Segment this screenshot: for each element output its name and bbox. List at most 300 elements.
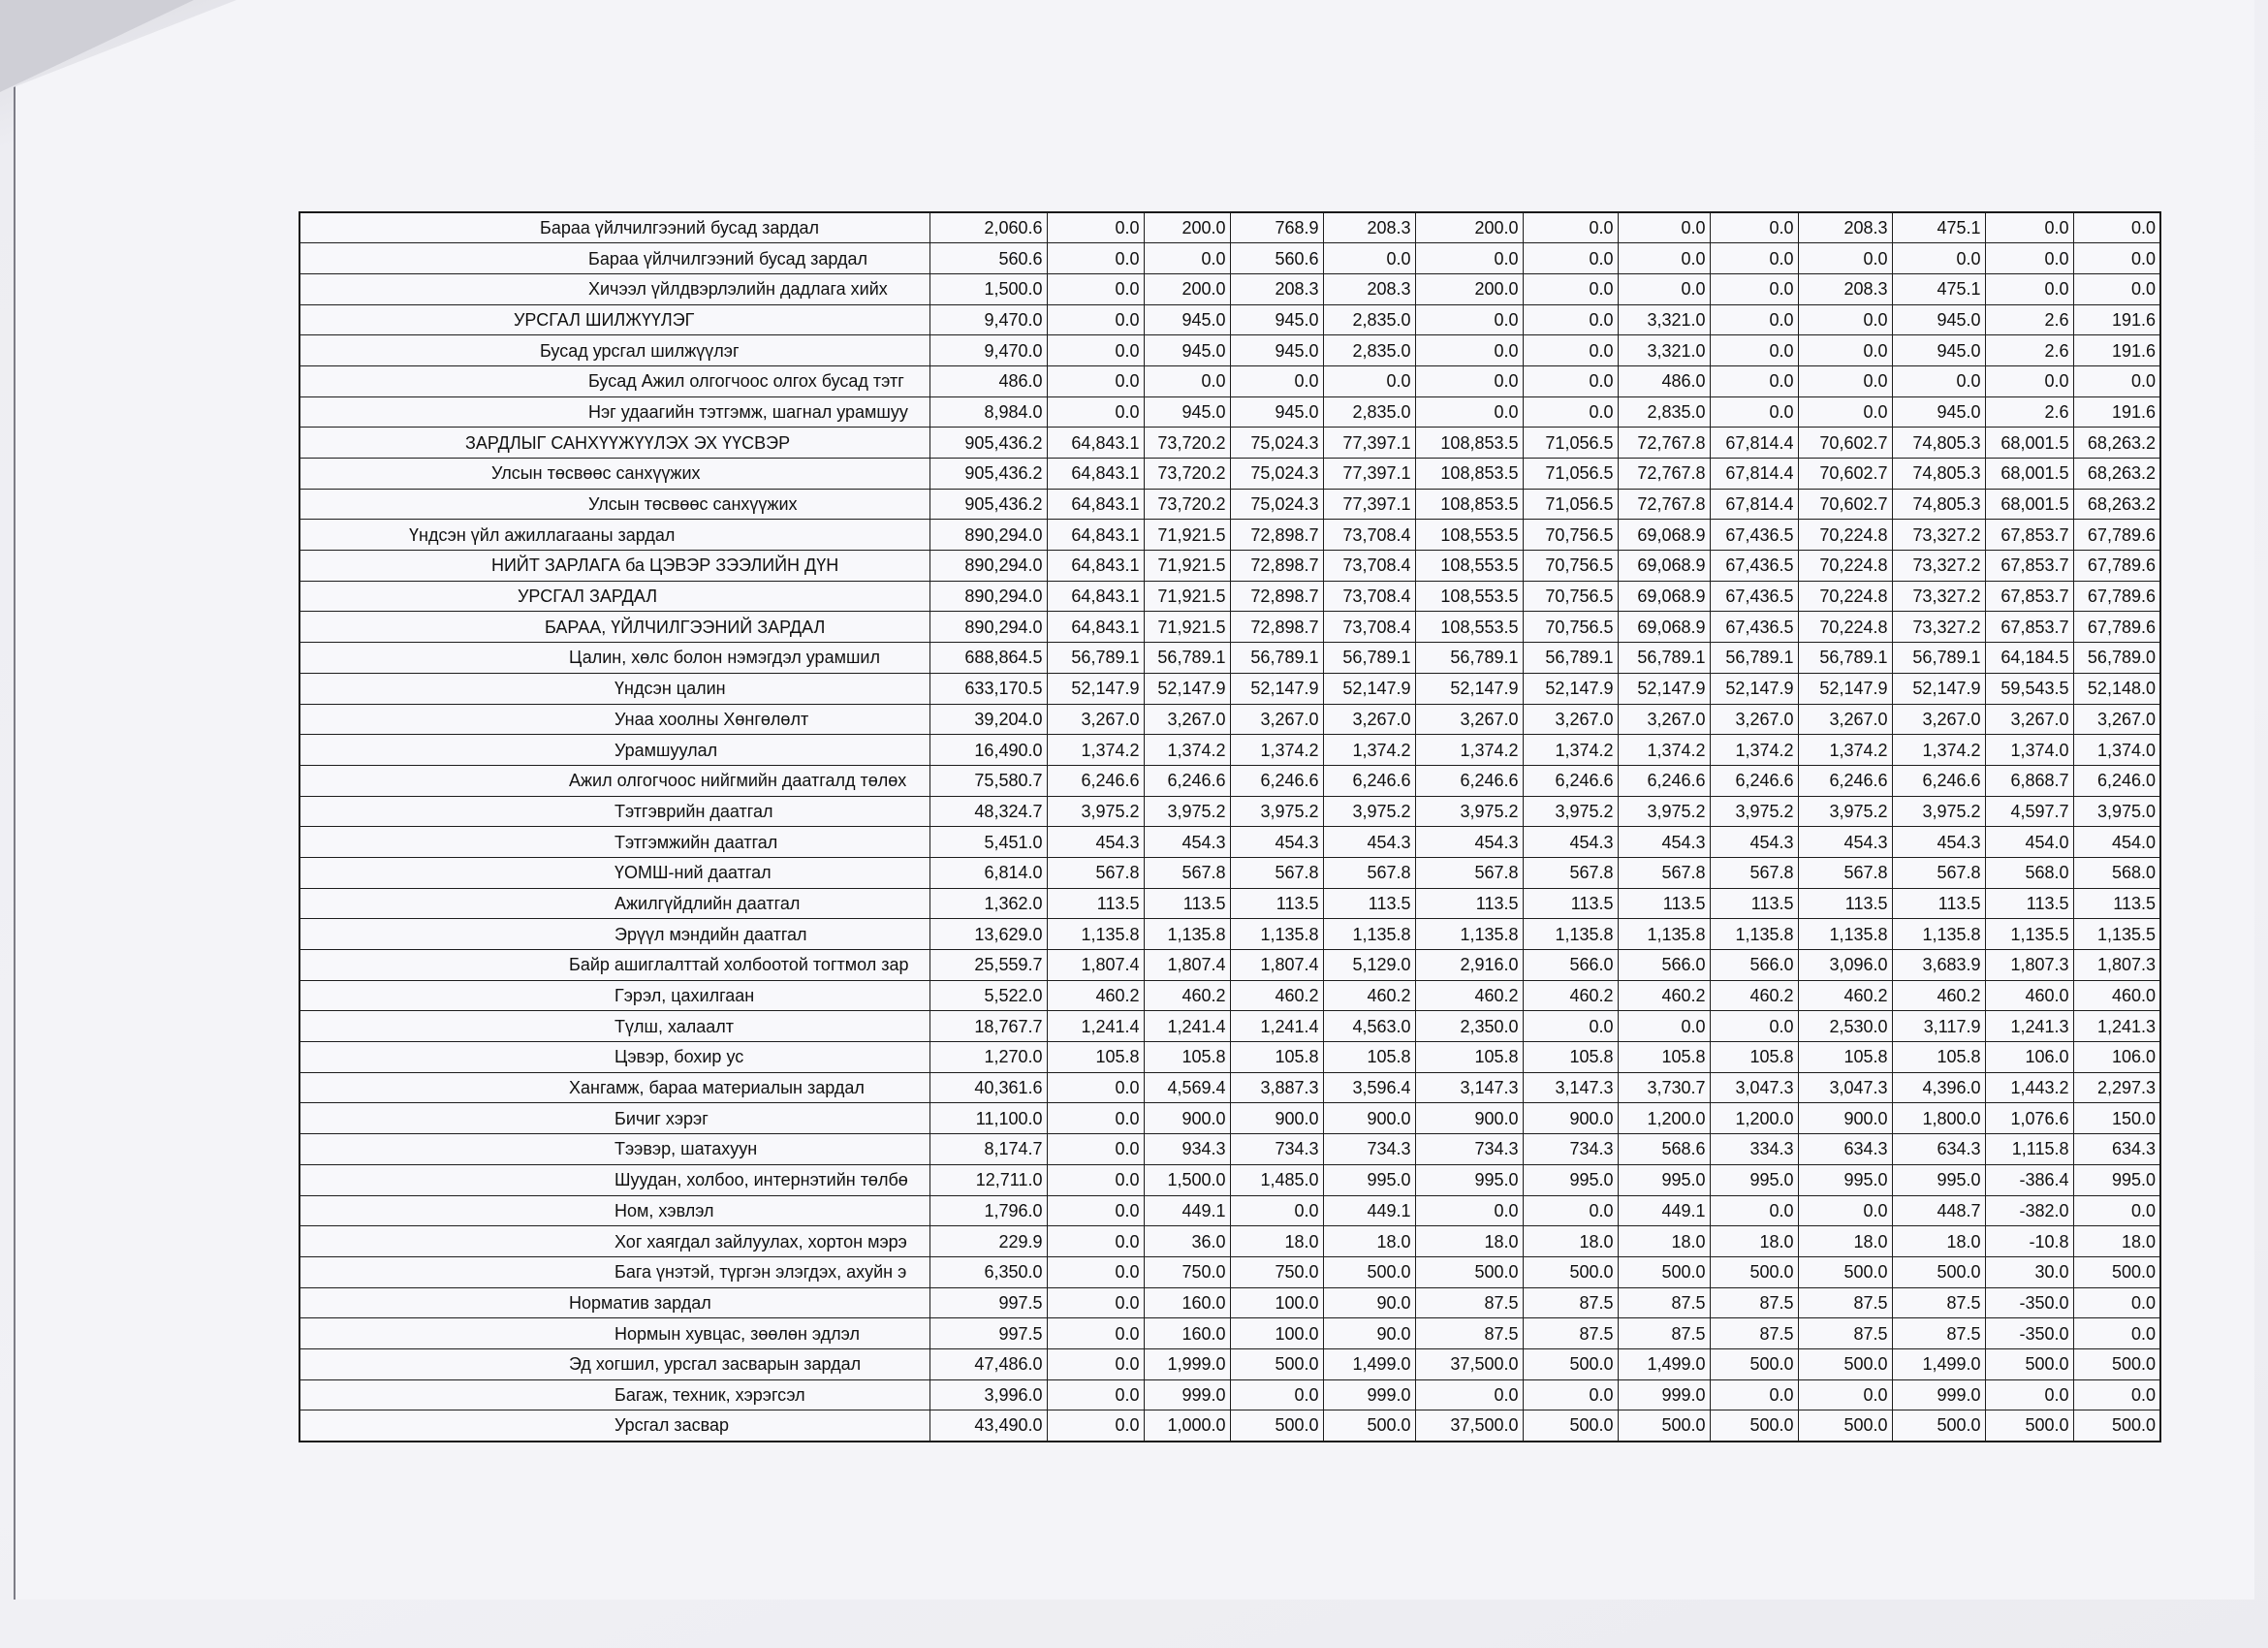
row-label: Эрүүл мэндийн даатгал — [299, 919, 929, 950]
table-cell: 69,068.9 — [1618, 520, 1710, 551]
row-label: Бусад Ажил олгогчоос олгох бусад тэтг — [299, 365, 929, 396]
table-cell: 36.0 — [1144, 1226, 1230, 1257]
table-cell: 56,789.1 — [1618, 643, 1710, 674]
table-cell: 0.0 — [1523, 1195, 1618, 1226]
table-row — [299, 335, 2160, 366]
table-cell: 73,327.2 — [1892, 581, 1985, 612]
row-label: Урамшуулал — [299, 735, 929, 766]
table-cell: 0.0 — [1710, 273, 1798, 304]
row-label: Бараа үйлчилгээний бусад зардал — [299, 243, 929, 274]
table-cell: 64,843.1 — [1047, 459, 1144, 490]
table-row — [299, 857, 2160, 888]
table-cell: 734.3 — [1523, 1134, 1618, 1165]
table-cell: 18.0 — [1523, 1226, 1618, 1257]
table-cell: 688,864.5 — [929, 643, 1047, 674]
table-cell: 0.0 — [1415, 396, 1523, 428]
table-cell: 460.2 — [1710, 980, 1798, 1011]
table-cell: 500.0 — [1892, 1256, 1985, 1287]
table-cell: 560.6 — [1230, 243, 1323, 274]
table-cell: 500.0 — [1323, 1410, 1415, 1442]
table-cell: 87.5 — [1415, 1318, 1523, 1349]
table-cell: 40,361.6 — [929, 1072, 1047, 1103]
table-cell: -382.0 — [1985, 1195, 2073, 1226]
table-cell: 460.0 — [1985, 980, 2073, 1011]
table-cell: 634.3 — [1798, 1134, 1892, 1165]
table-cell: 52,147.9 — [1144, 673, 1230, 704]
table-cell: 500.0 — [1230, 1410, 1323, 1442]
table-cell: 454.3 — [1523, 827, 1618, 858]
table-cell: 1,800.0 — [1892, 1103, 1985, 1134]
table-row — [299, 459, 2160, 490]
table-cell: 39,204.0 — [929, 704, 1047, 735]
table-cell: 0.0 — [1047, 1348, 1144, 1379]
table-cell: 18.0 — [2073, 1226, 2160, 1257]
table-cell: 568.0 — [2073, 857, 2160, 888]
table-cell: 1,807.3 — [2073, 950, 2160, 981]
table-cell: 900.0 — [1523, 1103, 1618, 1134]
table-cell: 67,789.6 — [2073, 520, 2160, 551]
table-row — [299, 1195, 2160, 1226]
table-cell: 500.0 — [1798, 1410, 1892, 1442]
table-cell: 900.0 — [1323, 1103, 1415, 1134]
table-cell: 0.0 — [1415, 243, 1523, 274]
table-cell: 0.0 — [1985, 365, 2073, 396]
table-cell: 905,436.2 — [929, 459, 1047, 490]
table-cell: 200.0 — [1144, 273, 1230, 304]
table-cell: 208.3 — [1323, 212, 1415, 243]
table-cell: 160.0 — [1144, 1287, 1230, 1318]
table-cell: 500.0 — [1710, 1348, 1798, 1379]
table-cell: 460.2 — [1523, 980, 1618, 1011]
table-cell: 77,397.1 — [1323, 428, 1415, 459]
row-label: Багаж, техник, хэрэгсэл — [299, 1379, 929, 1410]
table-cell: 890,294.0 — [929, 520, 1047, 551]
table-cell: 3,321.0 — [1618, 335, 1710, 366]
row-label: УРСГАЛ ЗАРДАЛ — [299, 581, 929, 612]
table-cell: 1,135.8 — [1230, 919, 1323, 950]
table-row — [299, 888, 2160, 919]
table-cell: 0.0 — [1710, 304, 1798, 335]
table-cell: 52,147.9 — [1618, 673, 1710, 704]
table-cell: 900.0 — [1415, 1103, 1523, 1134]
table-cell: 905,436.2 — [929, 489, 1047, 520]
table-cell: 68,001.5 — [1985, 459, 2073, 490]
table-cell: 200.0 — [1415, 273, 1523, 304]
table-cell: 460.2 — [1144, 980, 1230, 1011]
table-cell: 460.2 — [1892, 980, 1985, 1011]
table-cell: 1,135.8 — [1415, 919, 1523, 950]
table-cell: 567.8 — [1230, 857, 1323, 888]
table-cell: 3,096.0 — [1798, 950, 1892, 981]
row-label: Бусад урсгал шилжүүлэг — [299, 335, 929, 366]
table-cell: 0.0 — [1710, 365, 1798, 396]
table-cell: 105.8 — [1710, 1042, 1798, 1073]
table-cell: 0.0 — [1798, 335, 1892, 366]
table-row — [299, 212, 2160, 243]
table-cell: 3,267.0 — [1985, 704, 2073, 735]
table-cell: 567.8 — [1798, 857, 1892, 888]
table-cell: 72,898.7 — [1230, 612, 1323, 643]
table-cell: 1,135.8 — [1798, 919, 1892, 950]
table-cell: 71,921.5 — [1144, 581, 1230, 612]
table-cell: 56,789.1 — [1144, 643, 1230, 674]
table-cell: 454.3 — [1415, 827, 1523, 858]
table-cell: 500.0 — [1415, 1256, 1523, 1287]
table-cell: 900.0 — [1798, 1103, 1892, 1134]
table-cell: 475.1 — [1892, 212, 1985, 243]
table-cell: 900.0 — [1230, 1103, 1323, 1134]
table-cell: 208.3 — [1798, 212, 1892, 243]
table-cell: -10.8 — [1985, 1226, 2073, 1257]
table-cell: 0.0 — [1798, 396, 1892, 428]
table-cell: 995.0 — [1323, 1164, 1415, 1195]
table-cell: 0.0 — [1710, 212, 1798, 243]
table-cell: 0.0 — [1985, 243, 2073, 274]
table-cell: 64,843.1 — [1047, 520, 1144, 551]
table-cell: 113.5 — [2073, 888, 2160, 919]
table-cell: 8,174.7 — [929, 1134, 1047, 1165]
table-cell: 0.0 — [2073, 243, 2160, 274]
table-cell: 566.0 — [1618, 950, 1710, 981]
table-cell: 0.0 — [1415, 1195, 1523, 1226]
table-cell: 75,580.7 — [929, 765, 1047, 796]
budget-table-body — [299, 212, 2160, 1442]
table-cell: 454.0 — [1985, 827, 2073, 858]
row-label: Нормын хувцас, зөөлөн эдлэл — [299, 1318, 929, 1349]
table-cell: 113.5 — [1230, 888, 1323, 919]
table-cell: 0.0 — [1892, 243, 1985, 274]
table-cell: 87.5 — [1415, 1287, 1523, 1318]
table-cell: 5,129.0 — [1323, 950, 1415, 981]
table-cell: 52,147.9 — [1323, 673, 1415, 704]
table-cell: 0.0 — [1523, 1379, 1618, 1410]
table-cell: 6,246.0 — [2073, 765, 2160, 796]
table-row — [299, 489, 2160, 520]
table-cell: 43,490.0 — [929, 1410, 1047, 1442]
table-cell: 0.0 — [1710, 243, 1798, 274]
table-cell: 454.0 — [2073, 827, 2160, 858]
table-cell: 3,975.2 — [1710, 796, 1798, 827]
table-cell: 105.8 — [1415, 1042, 1523, 1073]
table-cell: 934.3 — [1144, 1134, 1230, 1165]
table-cell: 1,374.2 — [1323, 735, 1415, 766]
table-cell: 0.0 — [1523, 273, 1618, 304]
table-cell: 73,720.2 — [1144, 428, 1230, 459]
table-cell: 18.0 — [1415, 1226, 1523, 1257]
table-cell: 0.0 — [1047, 1410, 1144, 1442]
table-row — [299, 1042, 2160, 1073]
table-cell: 0.0 — [1047, 365, 1144, 396]
table-cell: 500.0 — [1523, 1256, 1618, 1287]
table-cell: 73,327.2 — [1892, 612, 1985, 643]
table-row — [299, 1348, 2160, 1379]
table-cell: 997.5 — [929, 1318, 1047, 1349]
row-label: Эд хогшил, урсгал засварын зардал — [299, 1348, 929, 1379]
table-cell: 633,170.5 — [929, 673, 1047, 704]
table-cell: 2,835.0 — [1323, 335, 1415, 366]
table-cell: 449.1 — [1144, 1195, 1230, 1226]
table-cell: 100.0 — [1230, 1287, 1323, 1318]
table-cell: 3,975.2 — [1798, 796, 1892, 827]
row-label: Үндсэн цалин — [299, 673, 929, 704]
table-cell: 70,756.5 — [1523, 551, 1618, 582]
table-cell: 0.0 — [1618, 243, 1710, 274]
table-cell: 67,436.5 — [1710, 520, 1798, 551]
table-cell: 68,263.2 — [2073, 489, 2160, 520]
table-cell: 18.0 — [1230, 1226, 1323, 1257]
table-cell: 11,100.0 — [929, 1103, 1047, 1134]
table-cell: 13,629.0 — [929, 919, 1047, 950]
table-cell: 87.5 — [1892, 1287, 1985, 1318]
table-cell: 449.1 — [1323, 1195, 1415, 1226]
table-cell: 3,975.0 — [2073, 796, 2160, 827]
table-cell: 108,553.5 — [1415, 520, 1523, 551]
table-cell: 0.0 — [1047, 304, 1144, 335]
table-cell: 73,327.2 — [1892, 551, 1985, 582]
table-row — [299, 304, 2160, 335]
table-cell: 200.0 — [1415, 212, 1523, 243]
table-cell: 1,485.0 — [1230, 1164, 1323, 1195]
table-cell: 1,500.0 — [929, 273, 1047, 304]
table-cell: 0.0 — [1230, 365, 1323, 396]
table-cell: 105.8 — [1798, 1042, 1892, 1073]
table-row — [299, 1072, 2160, 1103]
table-cell: 90.0 — [1323, 1287, 1415, 1318]
table-cell: 77,397.1 — [1323, 459, 1415, 490]
table-cell: 566.0 — [1710, 950, 1798, 981]
table-cell: 0.0 — [1047, 1226, 1144, 1257]
table-cell: 67,814.4 — [1710, 459, 1798, 490]
table-cell: 486.0 — [1618, 365, 1710, 396]
row-label: Урсгал засвар — [299, 1410, 929, 1442]
table-cell: 567.8 — [1323, 857, 1415, 888]
table-cell: 71,056.5 — [1523, 489, 1618, 520]
table-cell: 6,246.6 — [1323, 765, 1415, 796]
table-cell: 945.0 — [1230, 304, 1323, 335]
table-row — [299, 827, 2160, 858]
row-label: Нэг удаагийн тэтгэмж, шагнал урамшуу — [299, 396, 929, 428]
table-row — [299, 365, 2160, 396]
table-cell: 500.0 — [2073, 1410, 2160, 1442]
table-cell: 454.3 — [1230, 827, 1323, 858]
table-cell: 87.5 — [1523, 1318, 1618, 1349]
table-cell: 634.3 — [2073, 1134, 2160, 1165]
row-label: Бага үнэтэй, түргэн элэгдэх, ахуйн э — [299, 1256, 929, 1287]
table-cell: 100.0 — [1230, 1318, 1323, 1349]
table-cell: 1,135.5 — [2073, 919, 2160, 950]
row-label: Тэтгэмжийн даатгал — [299, 827, 929, 858]
row-label: Унаа хоолны Хөнгөлөлт — [299, 704, 929, 735]
table-cell: 52,147.9 — [1798, 673, 1892, 704]
table-cell: 67,789.6 — [2073, 551, 2160, 582]
table-cell: 70,756.5 — [1523, 581, 1618, 612]
table-cell: 6,246.6 — [1798, 765, 1892, 796]
table-cell: 890,294.0 — [929, 581, 1047, 612]
row-label: Түлш, халаалт — [299, 1011, 929, 1042]
table-cell: 0.0 — [1618, 212, 1710, 243]
table-cell: 70,224.8 — [1798, 520, 1892, 551]
table-row — [299, 273, 2160, 304]
table-cell: 71,921.5 — [1144, 612, 1230, 643]
table-cell: 6,814.0 — [929, 857, 1047, 888]
table-cell: 1,374.2 — [1523, 735, 1618, 766]
table-cell: 70,224.8 — [1798, 581, 1892, 612]
table-cell: 6,246.6 — [1415, 765, 1523, 796]
table-cell: 0.0 — [1415, 335, 1523, 366]
table-cell: 995.0 — [1523, 1164, 1618, 1195]
table-cell: 70,602.7 — [1798, 428, 1892, 459]
table-cell: 454.3 — [1892, 827, 1985, 858]
table-row — [299, 520, 2160, 551]
row-label: Улсын төсвөөс санхүүжих — [299, 459, 929, 490]
table-cell: 6,350.0 — [929, 1256, 1047, 1287]
table-cell: 6,246.6 — [1144, 765, 1230, 796]
table-cell: 56,789.1 — [1415, 643, 1523, 674]
table-cell: 105.8 — [1144, 1042, 1230, 1073]
table-cell: 2,835.0 — [1618, 396, 1710, 428]
table-cell: 500.0 — [1230, 1348, 1323, 1379]
table-cell: 71,056.5 — [1523, 459, 1618, 490]
table-cell: 1,135.8 — [1323, 919, 1415, 950]
table-cell: 113.5 — [1144, 888, 1230, 919]
table-cell: 3,683.9 — [1892, 950, 1985, 981]
table-row — [299, 243, 2160, 274]
table-cell: 67,814.4 — [1710, 489, 1798, 520]
table-cell: 3,267.0 — [1798, 704, 1892, 735]
table-cell: 0.0 — [1710, 1195, 1798, 1226]
table-cell: 0.0 — [1710, 1379, 1798, 1410]
table-cell: 70,602.7 — [1798, 459, 1892, 490]
table-cell: 68,263.2 — [2073, 459, 2160, 490]
table-cell: 208.3 — [1230, 273, 1323, 304]
table-cell: 460.2 — [1323, 980, 1415, 1011]
table-row — [299, 735, 2160, 766]
row-label: Цалин, хөлс болон нэмэгдэл урамшил — [299, 643, 929, 674]
table-cell: 454.3 — [1047, 827, 1144, 858]
table-cell: 734.3 — [1415, 1134, 1523, 1165]
table-cell: 2,297.3 — [2073, 1072, 2160, 1103]
table-cell: 0.0 — [1985, 1379, 2073, 1410]
table-cell: 160.0 — [1144, 1318, 1230, 1349]
row-label: Байр ашиглалттай холбоотой тогтмол зар — [299, 950, 929, 981]
table-cell: 0.0 — [1047, 1287, 1144, 1318]
table-cell: 500.0 — [1798, 1256, 1892, 1287]
table-cell: 2,350.0 — [1415, 1011, 1523, 1042]
table-cell: 500.0 — [1618, 1410, 1710, 1442]
table-cell: 1,374.2 — [1144, 735, 1230, 766]
table-cell: 1,270.0 — [929, 1042, 1047, 1073]
table-cell: 3,730.7 — [1618, 1072, 1710, 1103]
table-cell: 68,001.5 — [1985, 489, 2073, 520]
table-cell: 3,267.0 — [1323, 704, 1415, 735]
row-label: Үндсэн үйл ажиллагааны зардал — [299, 520, 929, 551]
table-cell: 90.0 — [1323, 1318, 1415, 1349]
table-cell: 3,975.2 — [1144, 796, 1230, 827]
table-cell: 1,999.0 — [1144, 1348, 1230, 1379]
table-row — [299, 673, 2160, 704]
table-cell: 68,263.2 — [2073, 428, 2160, 459]
table-cell: 995.0 — [1710, 1164, 1798, 1195]
table-cell: 995.0 — [1618, 1164, 1710, 1195]
table-cell: 67,853.7 — [1985, 551, 2073, 582]
table-cell: 0.0 — [2073, 1318, 2160, 1349]
table-cell: 105.8 — [1618, 1042, 1710, 1073]
table-cell: 0.0 — [1710, 335, 1798, 366]
table-cell: 16,490.0 — [929, 735, 1047, 766]
table-cell: 1,443.2 — [1985, 1072, 2073, 1103]
table-cell: 1,241.4 — [1144, 1011, 1230, 1042]
table-cell: 3,267.0 — [1710, 704, 1798, 735]
table-cell: 0.0 — [1047, 1256, 1144, 1287]
table-row — [299, 1410, 2160, 1442]
table-cell: 454.3 — [1618, 827, 1710, 858]
table-cell: 0.0 — [1798, 1379, 1892, 1410]
table-cell: 460.2 — [1230, 980, 1323, 1011]
table-cell: 945.0 — [1230, 335, 1323, 366]
table-cell: 59,543.5 — [1985, 673, 2073, 704]
table-cell: 460.2 — [1415, 980, 1523, 1011]
table-cell: 460.0 — [2073, 980, 2160, 1011]
row-label: Хичээл үйлдвэрлэлийн дадлага хийх — [299, 273, 929, 304]
table-cell: 6,246.6 — [1710, 765, 1798, 796]
table-cell: 73,720.2 — [1144, 489, 1230, 520]
table-cell: 70,756.5 — [1523, 612, 1618, 643]
table-cell: 18.0 — [1618, 1226, 1710, 1257]
table-cell: 500.0 — [1985, 1348, 2073, 1379]
table-cell: 52,147.9 — [1892, 673, 1985, 704]
table-cell: 0.0 — [1144, 365, 1230, 396]
table-cell: 18,767.7 — [929, 1011, 1047, 1042]
table-cell: 69,068.9 — [1618, 551, 1710, 582]
table-cell: 52,147.9 — [1710, 673, 1798, 704]
table-row — [299, 1379, 2160, 1410]
row-label: Тээвэр, шатахуун — [299, 1134, 929, 1165]
table-cell: 113.5 — [1892, 888, 1985, 919]
table-cell: 52,147.9 — [1523, 673, 1618, 704]
table-cell: 3,267.0 — [1047, 704, 1144, 735]
table-cell: 0.0 — [1523, 1011, 1618, 1042]
table-cell: 67,436.5 — [1710, 581, 1798, 612]
table-cell: 0.0 — [1047, 1379, 1144, 1410]
table-cell: 0.0 — [1523, 243, 1618, 274]
table-cell: 1,374.2 — [1710, 735, 1798, 766]
table-cell: 0.0 — [2073, 365, 2160, 396]
table-cell: 3,887.3 — [1230, 1072, 1323, 1103]
table-cell: 500.0 — [1710, 1256, 1798, 1287]
table-cell: 52,147.9 — [1415, 673, 1523, 704]
table-cell: 67,853.7 — [1985, 520, 2073, 551]
table-row — [299, 1134, 2160, 1165]
table-row — [299, 581, 2160, 612]
table-cell: 634.3 — [1892, 1134, 1985, 1165]
table-cell: 3,996.0 — [929, 1379, 1047, 1410]
table-cell: 1,135.8 — [1618, 919, 1710, 950]
row-label: Цэвэр, бохир ус — [299, 1042, 929, 1073]
table-cell: 108,553.5 — [1415, 581, 1523, 612]
table-cell: 3,267.0 — [1415, 704, 1523, 735]
table-row — [299, 551, 2160, 582]
table-cell: -350.0 — [1985, 1318, 2073, 1349]
table-cell: 945.0 — [1144, 396, 1230, 428]
table-cell: 448.7 — [1892, 1195, 1985, 1226]
table-cell: 71,921.5 — [1144, 520, 1230, 551]
table-cell: 191.6 — [2073, 304, 2160, 335]
table-cell: 56,789.1 — [1323, 643, 1415, 674]
table-cell: 0.0 — [1230, 1195, 1323, 1226]
table-cell: 72,898.7 — [1230, 581, 1323, 612]
table-cell: 18.0 — [1798, 1226, 1892, 1257]
table-row — [299, 919, 2160, 950]
